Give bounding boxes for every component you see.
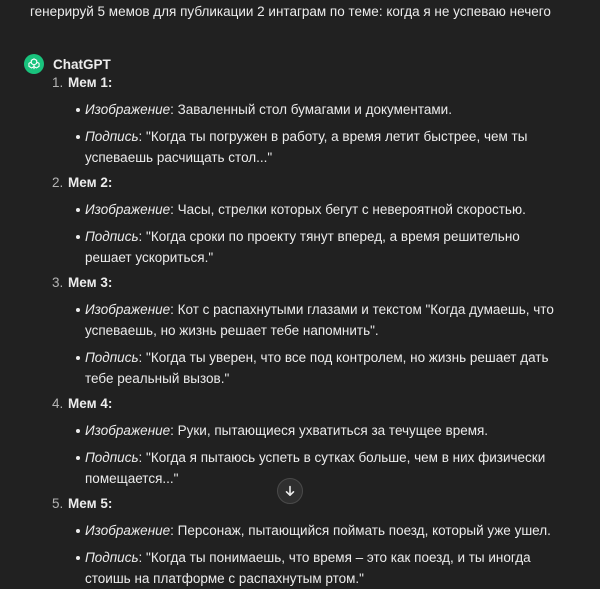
meme-caption <box>52 226 562 268</box>
user-message: генерируй 5 мемов для публикации 2 интаграм по теме: когда я не успеваю нечего <box>30 4 551 19</box>
image-label: Изображение <box>85 102 171 117</box>
meme-title <box>52 493 562 514</box>
image-label: Изображение <box>85 423 171 438</box>
caption-text: : "Когда ты понимаешь, что время – это как поезд, и ты иногда стоишь на платформе с распахнутым ртом." <box>85 550 531 586</box>
meme-image-description <box>52 520 562 541</box>
caption-text: : "Когда сроки по проекту тянут вперед, а время решительно решает ускориться." <box>85 229 520 265</box>
caption-label: Подпись <box>85 350 139 365</box>
image-text: : Руки, пытающиеся ухватиться за течущее время. <box>170 423 489 438</box>
meme-image-description <box>52 199 562 220</box>
list-number: 3. <box>52 275 64 290</box>
list-number: 5. <box>52 496 64 511</box>
meme-item <box>52 72 562 168</box>
image-label: Изображение <box>85 202 171 217</box>
assistant-answer <box>52 72 562 589</box>
meme-image-description <box>52 420 562 441</box>
meme-title-text: Мем 5: <box>68 496 113 511</box>
meme-caption <box>52 547 562 589</box>
meme-title-text: Мем 4: <box>68 396 113 411</box>
meme-title-text: Мем 2: <box>68 175 113 190</box>
meme-title-text: Мем 3: <box>68 275 113 290</box>
meme-title <box>52 72 562 93</box>
list-number: 2. <box>52 175 64 190</box>
assistant-name: ChatGPT <box>53 56 111 72</box>
openai-logo-icon <box>24 54 44 74</box>
meme-title <box>52 172 562 193</box>
image-text: : Кот с распахнутыми глазами и текстом "Когда думаешь, что успеваешь, но жизнь решает тебе напомнить". <box>85 302 554 338</box>
meme-caption <box>52 126 562 168</box>
image-text: : Часы, стрелки которых бегут с невероятной скоростью. <box>170 202 526 217</box>
list-number: 1. <box>52 75 64 90</box>
image-label: Изображение <box>85 523 171 538</box>
meme-title-text: Мем 1: <box>68 75 113 90</box>
caption-label: Подпись <box>85 450 139 465</box>
meme-title <box>52 393 562 414</box>
meme-item <box>52 172 562 268</box>
meme-caption <box>52 447 562 489</box>
scroll-to-bottom-button[interactable] <box>277 478 303 504</box>
caption-text: : "Когда ты уверен, что все под контролем, но жизнь решает дать тебе реальный вызов." <box>85 350 549 386</box>
meme-item <box>52 493 562 589</box>
meme-title <box>52 272 562 293</box>
caption-label: Подпись <box>85 550 139 565</box>
meme-item <box>52 272 562 389</box>
image-text: : Заваленный стол бумагами и документами. <box>170 102 452 117</box>
list-number: 4. <box>52 396 64 411</box>
assistant-header <box>24 54 111 74</box>
caption-label: Подпись <box>85 229 139 244</box>
arrow-down-icon <box>284 485 296 497</box>
image-label: Изображение <box>85 302 171 317</box>
meme-image-description <box>52 299 562 341</box>
image-text: : Персонаж, пытающийся поймать поезд, который уже ушел. <box>170 523 551 538</box>
meme-caption <box>52 347 562 389</box>
caption-text: : "Когда ты погружен в работу, а время летит быстрее, чем ты успеваешь расчищать стол..." <box>85 129 528 165</box>
meme-image-description <box>52 99 562 120</box>
caption-text: : "Когда я пытаюсь успеть в сутках больше, чем в них физически помещается..." <box>85 450 546 486</box>
caption-label: Подпись <box>85 129 139 144</box>
meme-item <box>52 393 562 489</box>
